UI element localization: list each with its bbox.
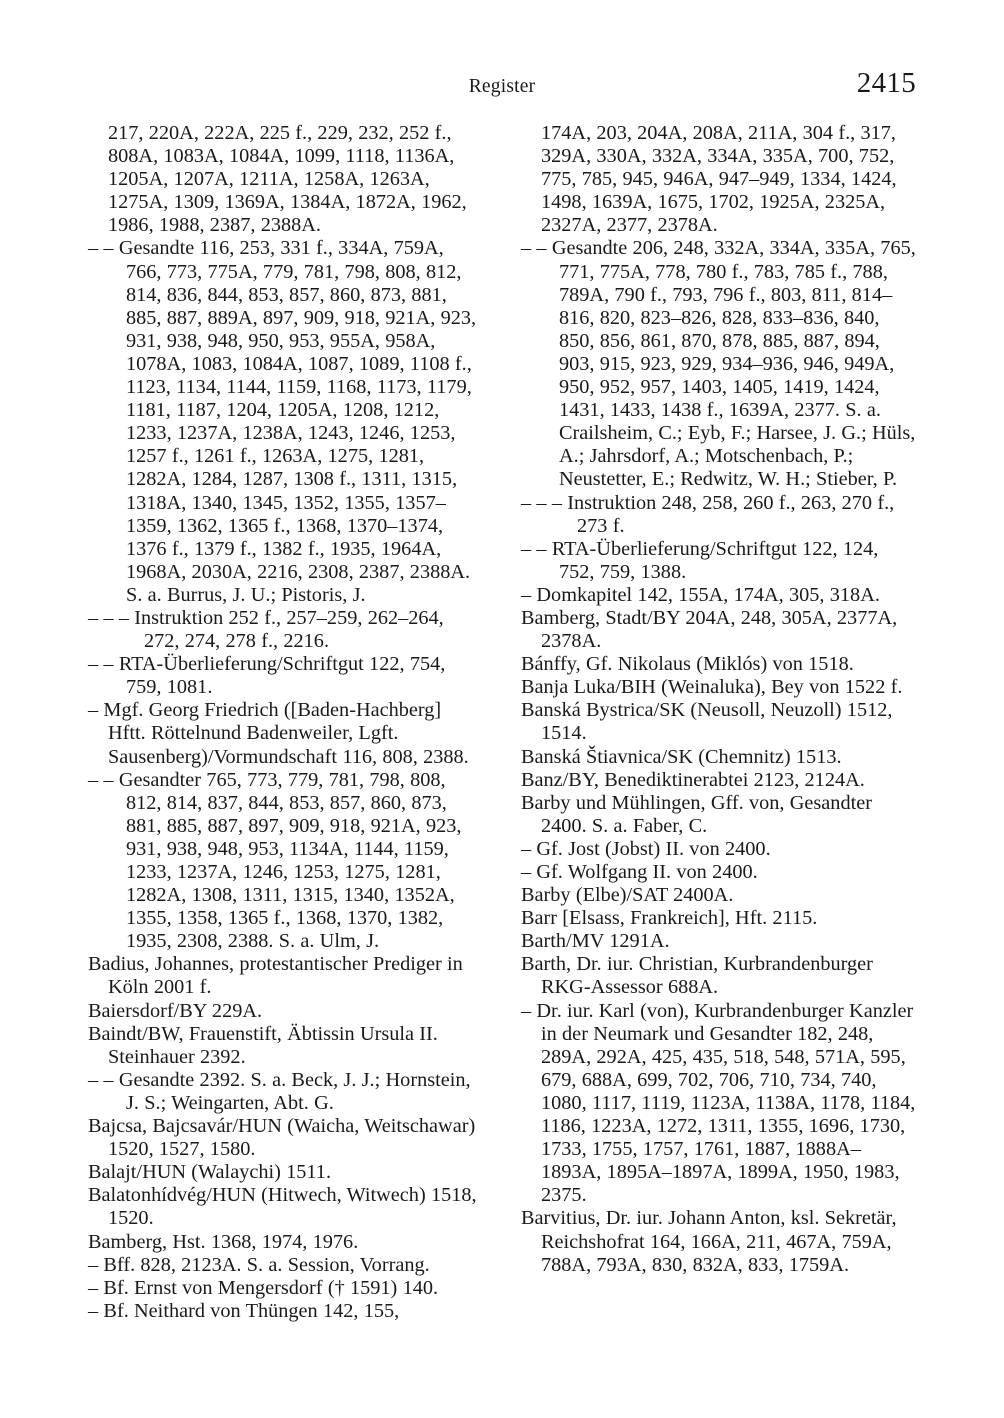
index-entry: Bamberg, Hst. 1368, 1974, 1976. [88,1230,359,1253]
index-entry: Barth, Dr. iur. Christian, Kurbrandenburger RKG-Assessor 688A. [521,953,873,999]
right-column [521,122,916,1323]
index-entry: Barby (Elbe)/SAT 2400A. [521,884,734,907]
index-entry: Baiersdorf/BY 229A. [88,999,263,1022]
index-entry: – Gf. Wolfgang II. von 2400. [521,861,758,883]
index-entry: Banská Štiavnica/SK (Chemnitz) 1513. [521,745,842,768]
running-head-title: Register [468,76,536,97]
index-entry: – Bf. Neithard von Thüngen 142, 155, [88,1299,400,1322]
index-entry: Badius, Johannes, protestantischer Prediger in Köln 2001 f. [88,953,463,999]
index-entry: 217, 220A, 222A, 225 f., 229, 232, 252 f., 808A, 1083A, 1084A, 1099, 1118, 1136A, 1205A, 1207A, 1211A, 1258A, 1263A, 1275A, 1309, 1369A, 1384A, 1872A, 1962, 1986, 1988, 2387, 2388A. [108,122,467,237]
index-entry: 174A, 203, 204A, 208A, 211A, 304 f., 317, 329A, 330A, 332A, 334A, 335A, 700, 752, 775, 785, 945, 946A, 947–949, 1334, 1424, 1498, 1639A, 1675, 1702, 1925A, 2325A, 2327A, 2377, 2378A. [541,122,897,237]
index-entry: Barvitius, Dr. iur. Johann Anton, ksl. Sekretär, Reichshofrat 164, 166A, 211, 467A, 759A, 788A, 793A, 830, 832A, 833, 1759A. [521,1207,897,1276]
index-entry: Bamberg, Stadt/BY 204A, 248, 305A, 2377A, 2378A. [521,606,898,653]
index-entry: – Gf. Jost (Jobst) II. von 2400. [521,837,771,860]
index-entry: – Bf. Ernst von Mengersdorf († 1591) 140. [88,1276,439,1299]
index-entry: – Dr. iur. Karl (von), Kurbrandenburger Kanzler in der Neumark und Gesandter 182, 248, 289A, 292A, 425, 435, 518, 548, 571A, 595, 679, 688A, 699, 702, 706, 710, 734, 740, 1080, 1117, 1119, 1123A, 1138A, 1178, 1184, 1186, 1223A, 1272, 1311, 1355, 1696, 1730, 1733, 1755, 1757, 1761, 1887, 1888A–1893A, 1895A–1897A, 1899A, 1950, 1983, 2375. [521,999,916,1207]
index-entry: Banja Luka/BIH (Weinaluka), Bey von 1522 f. [521,676,903,699]
index-entry: Baindt/BW, Frauenstift, Äbtissin Ursula II. Steinhauer 2392. [88,1022,438,1068]
index-entry: – Bff. 828, 2123A. S. a. Session, Vorrang. [88,1253,430,1276]
index-entry: – Mgf. Georg Friedrich ([Baden-Hachberg] Hftt. Röttelnund Badenweiler, Lgft. Sausenberg)/Vormundschaft 116, 808, 2388. [88,699,469,768]
page-number: 2415 [856,67,916,99]
index-entry: – – RTA-Überlieferung/Schriftgut 122, 124, 752, 759, 1388. [521,537,879,583]
index-entry: – – – Instruktion 248, 258, 260 f., 263, 270 f., 273 f. [521,491,895,537]
index-entry: Barth/MV 1291A. [521,930,670,953]
index-entry: – – Gesandter 765, 773, 779, 781, 798, 808, 812, 814, 837, 844, 853, 857, 860, 873, 881, 885, 887, 897, 909, 918, 921A, 923, 931, 938, 948, 953, 1134A, 1144, 1159, 1233, 1237A, 1246, 1253, 1275, 1281, 1282A, 1308, 1311, 1315, 1340, 1352A, 1355, 1358, 1365 f., 1368, 1370, 1382, 1935, 2308, 2388. S. a. Ulm, J. [88,768,462,953]
index-entry: – – RTA-Überlieferung/Schriftgut 122, 754, 759, 1081. [88,653,446,699]
index-entry: Bajcsa, Bajcsavár/HUN (Waicha, Weitschawar) 1520, 1527, 1580. [88,1115,476,1161]
index-entry: – Domkapitel 142, 155A, 174A, 305, 318A. [521,583,880,606]
index-entry: Banská Bystrica/SK (Neusoll, Neuzoll) 1512, 1514. [521,699,893,745]
index-entry: – – Gesandte 116, 253, 331 f., 334A, 759A, 766, 773, 775A, 779, 781, 798, 808, 812, 814, 836, 844, 853, 857, 860, 873, 881, 885, 887, 889A, 897, 909, 918, 921A, 923, 931, 938, 948, 950, 953, 955A, 958A, 1078A, 1083, 1084A, 1087, 1089, 1108 f., 1123, 1134, 1144, 1159, 1168, 1173, 1179, 1181, 1187, 1204, 1205A, 1208, 1212, 1233, 1237A, 1238A, 1243, 1246, 1253, 1257 f., 1261 f., 1263A, 1275, 1281, 1282A, 1284, 1287, 1308 f., 1311, 1315, 1318A, 1340, 1345, 1352, 1355, 1357–1359, 1362, 1365 f., 1368, 1370–1374, 1376 f., 1379 f., 1382 f., 1935, 1964A, 1968A, 2030A, 2216, 2308, 2387, 2388A. S. a. Burrus, J. U.; Pistoris, J. [88,237,477,606]
index-entry: Bánffy, Gf. Nikolaus (Miklós) von 1518. [521,653,854,676]
index-entry: – – – Instruktion 252 f., 257–259, 262–264, 272, 274, 278 f., 2216. [88,606,444,653]
index-entry: Balajt/HUN (Walaychi) 1511. [88,1161,332,1184]
index-entry: Balatonhídvég/HUN (Hitwech, Witwech) 1518, 1520. [88,1184,477,1230]
index-columns [88,122,916,1323]
index-entry: Barr [Elsass, Frankreich], Hft. 2115. [521,907,818,930]
running-head [88,67,916,106]
index-entry: – – Gesandte 2392. S. a. Beck, J. J.; Hornstein, J. S.; Weingarten, Abt. G. [88,1068,471,1114]
index-entry: – – Gesandte 206, 248, 332A, 334A, 335A, 765, 771, 775A, 778, 780 f., 783, 785 f., 788, 789A, 790 f., 793, 796 f., 803, 811, 814–816, 820, 823–826, 828, 833–836, 840, 850, 856, 861, 870, 878, 885, 887, 894, 903, 915, 923, 929, 934–936, 946, 949A, 950, 952, 957, 1403, 1405, 1419, 1424, 1431, 1433, 1438 f., 1639A, 2377. S. a. Crailsheim, C.; Eyb, F.; Harsee, J. G.; Hüls, A.; Jahrsdorf, A.; Motschenbach, P.; Neustetter, E.; Redwitz, W. H.; Stieber, P. [521,237,916,491]
index-entry: Barby und Mühlingen, Gff. von, Gesandter 2400. S. a. Faber, C. [521,791,872,837]
index-entry: Banz/BY, Benediktinerabtei 2123, 2124A. [521,768,865,791]
left-column [88,122,483,1323]
